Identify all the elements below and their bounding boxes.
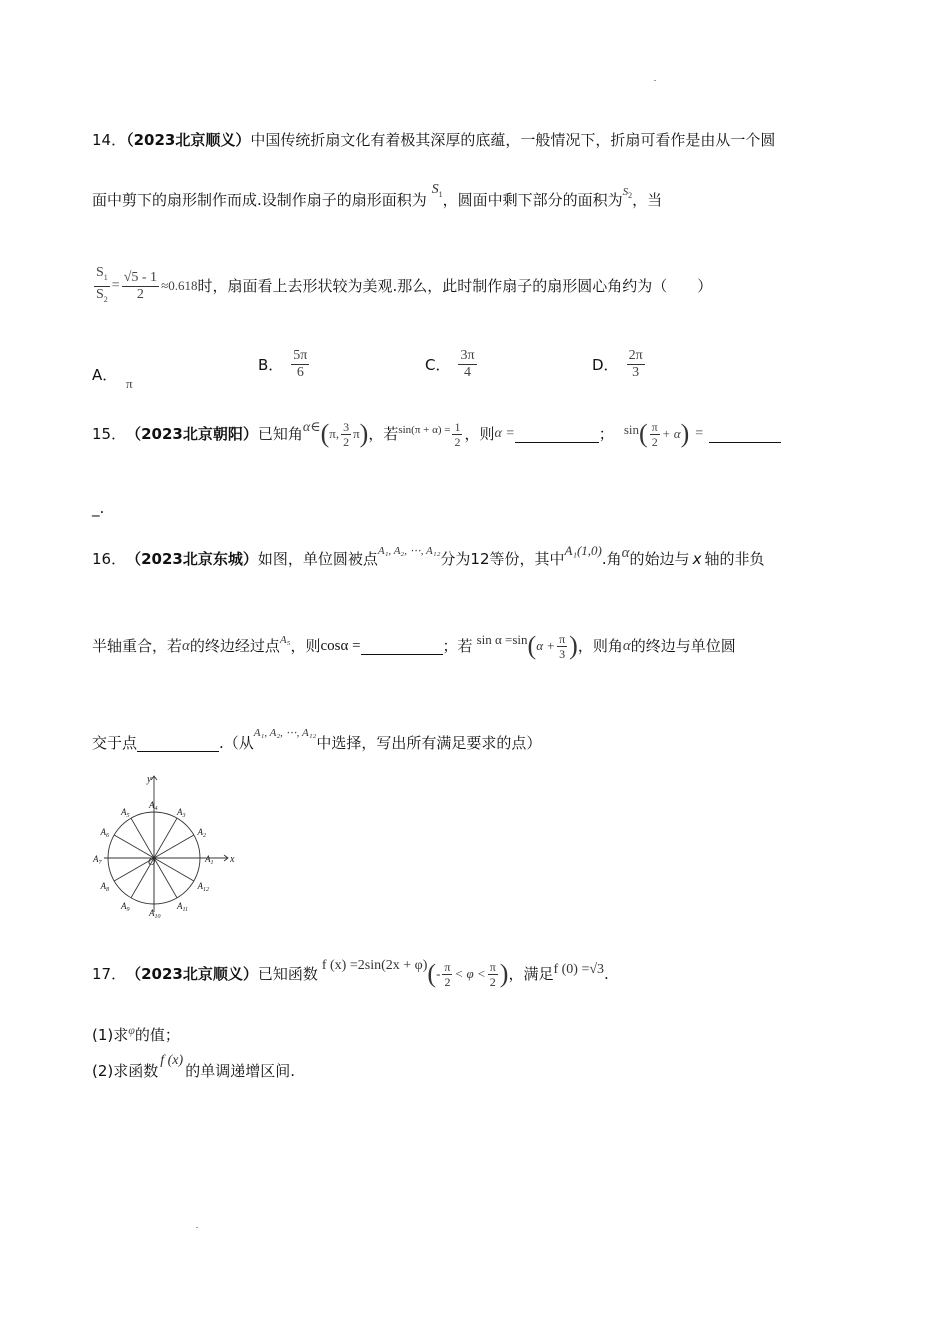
q17-text-a: 已知函数 <box>257 965 318 983</box>
q16-line-1 <box>92 544 764 574</box>
q14-line-1 <box>92 129 775 151</box>
q17-text-b: ，满足 <box>508 965 554 983</box>
q14-text-2b: ，圆面中剩下部分的面积为 <box>442 191 623 209</box>
q16-text-3c: 中选择，写出所有满足要求的点） <box>316 734 542 752</box>
q14-s1: $S_1$ <box>431 182 443 199</box>
q14-option-c[interactable]: C． $\frac{3\pi}{4}$ <box>425 348 475 380</box>
q17-number: 17． <box>92 965 127 983</box>
q16-text-a: 如图，单位圆被点 <box>257 550 378 568</box>
q14-option-b[interactable]: B． $\frac{5\pi}{6}$ <box>258 348 308 380</box>
q17-line-1: 17． （2023北京顺义） 已知函数 f (x) =2sin(2x + φ) ( - $\frac{\pi}{2}$ < φ < $\frac{\pi}{2}$ ) ，满足 f (0) =√3 . <box>92 952 609 996</box>
q14-text-2c: ，当 <box>632 191 663 209</box>
circle-point-label: $A_8$ <box>100 881 110 893</box>
q17-part-1: (1)求$^\varphi$的值； <box>92 1023 180 1044</box>
q16-text-2e: ，则角 <box>577 637 623 655</box>
q15-alpha-eq: α = <box>494 426 515 441</box>
q15-line-1: 15． （2023北京朝阳） 已知角 α∈ ( π, $\frac{3}{2}$ π ) ，若 sin(π + α) = $\frac{1}{2}$ ，则 α = ； sin ( $\frac{\pi}{2}$ + α ) = <box>92 414 781 454</box>
q15-condition: sin(π + α) = <box>398 424 451 436</box>
y-axis-label: y <box>147 774 152 785</box>
q16-text-c: .角 <box>601 550 622 568</box>
q16-text-2a: 半轴重合，若 <box>92 637 183 655</box>
q17-f0: f (0) =√3 <box>553 962 605 977</box>
q14-golden-fraction: $\frac{√5 - 1}{2}$ <box>123 269 158 302</box>
circle-point-label: $A_{12}$ <box>197 881 209 893</box>
q16-text-2f: 的终边与单位圆 <box>630 637 736 655</box>
q15-text-c: ，则 <box>464 425 495 443</box>
q15-alpha-in: α∈ <box>302 420 321 435</box>
q14-number: 14． <box>92 131 127 149</box>
circle-point-label: $A_{10}$ <box>149 908 161 920</box>
q15-text-a: 已知角 <box>257 425 303 443</box>
q14-text-2a: 面中剪下的扇形制作而成.设制作扇子的扇形面积为 <box>92 191 427 209</box>
q15-text-b: ，若 <box>368 425 399 443</box>
q15-sin: sin <box>623 422 639 437</box>
q16-text-3a: 交于点 <box>92 734 138 752</box>
q14-line-2 <box>92 182 663 218</box>
q16-cos: cosα = <box>320 638 361 654</box>
circle-point-label: $A_3$ <box>177 807 186 820</box>
circle-point-label: $A_7$ <box>93 854 102 866</box>
circle-point-label: $A_1$ <box>205 854 214 866</box>
circle-point-label: $A_{11}$ <box>177 900 189 913</box>
page-speck-bottom <box>196 1227 198 1228</box>
q14-option-a[interactable]: A． π <box>92 366 133 391</box>
q16-line-2: 半轴重合，若 α 的终边经过点 A₅ ，则 cosα = ；若 sin α =sin ( α + $\frac{\pi}{3}$ ) ，则角 α 的终边与单位圆 <box>92 631 736 661</box>
q14-s2: S2 <box>622 186 633 201</box>
q16-answer-blank-1[interactable] <box>361 638 443 655</box>
q16-source: （2023北京东城） <box>126 550 258 568</box>
q15-number: 15． <box>92 425 127 443</box>
q16-text-e: 轴的非负 <box>704 550 765 568</box>
q16-points: A₁, A₂, ⋯, A₁₂ <box>377 545 441 557</box>
q15-answer-blank-1[interactable] <box>515 426 599 443</box>
q15-source: （2023北京朝阳） <box>126 425 258 443</box>
q17-source: （2023北京顺义） <box>126 965 258 983</box>
circle-point-label: $A_4$ <box>149 800 158 812</box>
q14-text-1: 中国传统折扇文化有着极其深厚的底蕴，一般情况下，折扇可看作是由从一个圆 <box>250 131 776 149</box>
q14-source: （2023北京顺义） <box>126 131 251 149</box>
circle-point-label: $A_9$ <box>121 900 130 913</box>
q14-ratio-fraction: $\frac{S_1}{S_2}$ <box>96 264 108 304</box>
q16-x: x <box>692 550 702 568</box>
q16-a5: A₅ <box>279 634 291 646</box>
q16-answer-blank-2[interactable] <box>137 735 219 752</box>
q16-alpha: α <box>621 545 630 561</box>
unit-circle-figure <box>93 772 246 920</box>
q16-text-b: 分为12等份，其中 <box>440 550 565 568</box>
q14-line-3: $\frac{S_1}{S_2}$ = $\frac{√5 - 1}{2}$ ≈0.618 时，扇面看上去形状较为美观.那么，此时制作扇子的扇形圆心角约为（ ） <box>92 266 712 306</box>
x-axis-label: x <box>230 854 235 865</box>
q16-text-d: 的始边与 <box>629 550 690 568</box>
q16-line-3 <box>92 728 541 758</box>
circle-point-label: $A_2$ <box>197 827 206 839</box>
q16-text-2c: ，则 <box>290 637 321 655</box>
q16-a1: A₁(1,0) <box>564 543 602 558</box>
q16-sin-equation: sin α =sin <box>476 632 528 647</box>
q16-text-2d: ；若 <box>442 637 473 655</box>
q14-approx: ≈0.618 <box>161 278 198 293</box>
page-speck <box>654 80 656 81</box>
q14-text-3: 时，扇面看上去形状较为美观.那么，此时制作扇子的扇形圆心角约为（ ） <box>197 277 713 295</box>
q16-text-2b: 的终边经过点 <box>189 637 280 655</box>
origin-label: O <box>148 857 156 868</box>
q16-text-3b: .（从 <box>219 734 254 752</box>
q17-part-2: (2)求函数f (x)的单调递增区间. <box>92 1053 295 1080</box>
q15-answer-blank-2[interactable] <box>709 426 781 443</box>
q14-option-d[interactable]: D． $\frac{2\pi}{3}$ <box>592 348 643 380</box>
circle-point-label: $A_5$ <box>121 807 130 820</box>
q17-function: f (x) =2sin(2x + φ) <box>321 958 428 973</box>
q15-tail: _. <box>92 499 105 517</box>
q16-number: 16． <box>92 550 127 568</box>
q16-points-2: A₁, A₂, ⋯, A₁₂ <box>253 727 317 739</box>
circle-point-label: $A_6$ <box>100 827 110 839</box>
